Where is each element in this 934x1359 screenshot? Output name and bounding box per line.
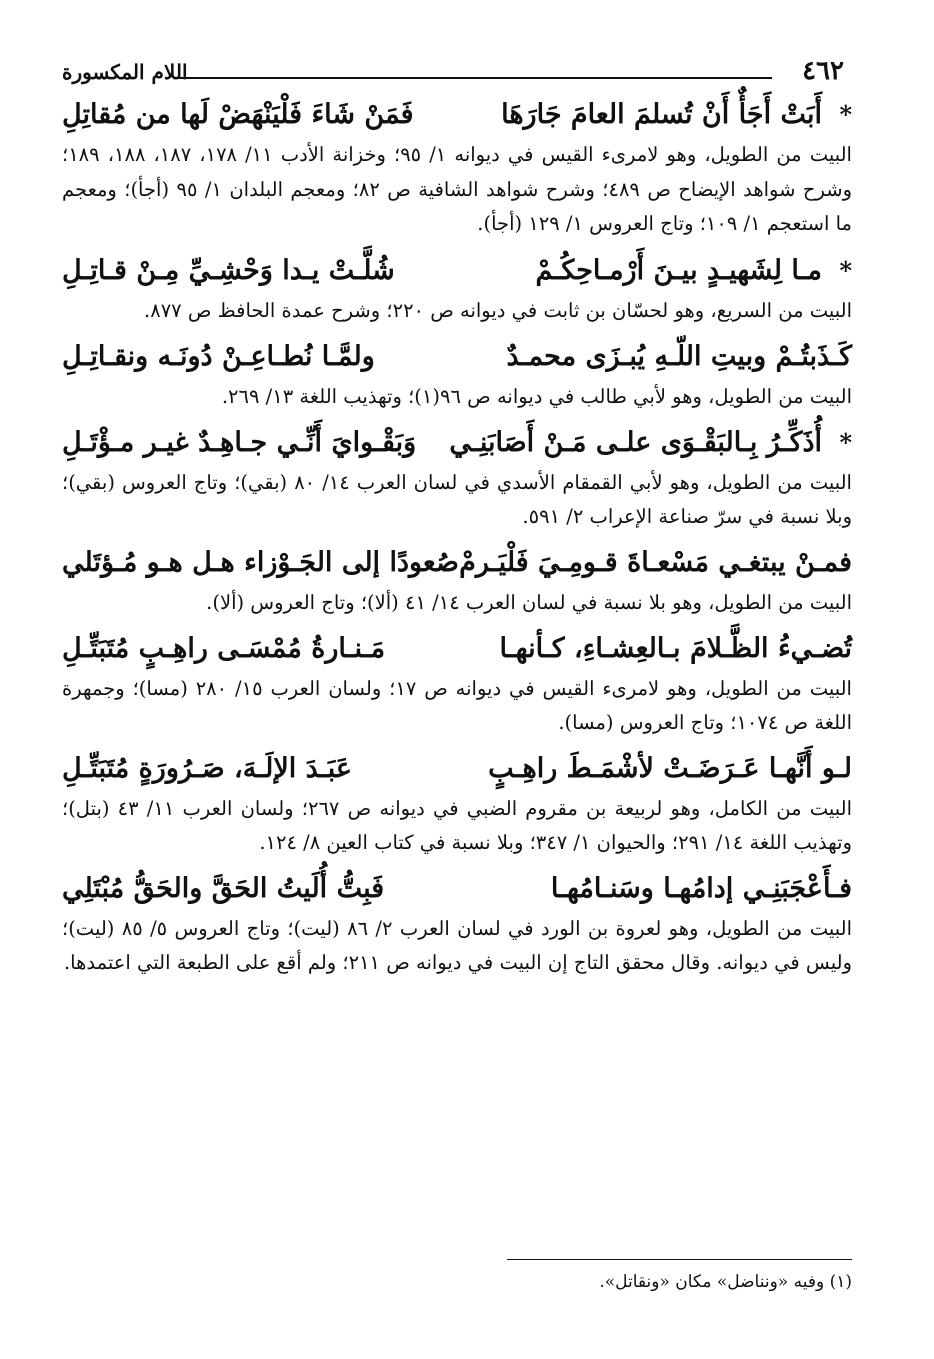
- verse-commentary: البيت من الطويل، وهو لأبي القمقام الأسدي في لسان العرب ١٤/ ٨٠ (بقي)؛ وتاج العروس (بقي)؛ وبلا نسبة في سرّ صناعة الإعراب ٢/ ٥٩١.: [62, 470, 852, 528]
- second-hemistich: صُعودًا إلى الجَـوْزاء هـل هـو مُـؤتَلي: [62, 546, 459, 578]
- first-hemistich: تُضـيءُ الظَّـلامَ بـالعِشـاءِ، كـأنهـا: [499, 632, 852, 664]
- first-hemistich: كَـذَبتُـمْ وبيتِ اللّـهِ يُبـزَى محمـدٌ: [506, 340, 852, 372]
- first-hemistich: فـأَعْجَبَنِـي إدامُهـا وسَنـامُهـا: [550, 872, 852, 904]
- verse-commentary: البيت من السريع، وهو لحسّان بن ثابت في ديوانه ص ٢٢٠؛ وشرح عمدة الحافظ ص ٨٧٧.: [144, 298, 852, 322]
- verse-commentary: البيت من الطويل، وهو لامرىء القيس في ديوانه ١/ ٩٥؛ وخزانة الأدب ١١/ ١٧٨، ١٨٧، ١٨٨، ١٨٩؛ وشرح شواهد الإيضاح ص ٤٨٩؛ وشرح شواهد الشافية ص ٨٢؛ ومعجم البلدان ١/ ٩٥ (أجأ)؛ ومعجم ما استعجم ١/ ١٠٩؛ وتاج العروس ١/ ١٢٩ (أجأ).: [62, 143, 852, 235]
- verse-commentary: البيت من الكامل، وهو لربيعة بن مقروم الضبي في ديوانه ص ٢٦٧؛ ولسان العرب ١١/ ٤٣ (بتل)؛ وتهذيب اللغة ١٤/ ٢٩١؛ والحيوان ١/ ٣٤٧؛ وبلا نسبة في كتاب العين ٨/ ١٢٤.: [62, 796, 852, 854]
- first-hemistich: فمـنْ يبتغـي مَسْعـاةَ قـومِـيَ فَلْيَـرمْ: [459, 546, 852, 578]
- first-hemistich: لـو أَنَّهـا عَـرَضَـتْ لأشْمَـطَ راهِـبٍ: [488, 752, 852, 784]
- book-page: [62, 52, 852, 1332]
- verse-line: [62, 626, 852, 672]
- second-hemistich: ولمَّـا نُطـاعِـنْ دُونَـه ونقـاتِـلِ: [62, 340, 375, 372]
- verse-line: [62, 746, 852, 792]
- verse-entry: [62, 626, 852, 746]
- page-number: ٤٦٢: [802, 56, 844, 86]
- verse-line: [62, 420, 852, 466]
- footnote-rule: [507, 1259, 852, 1260]
- verse-entry: [62, 420, 852, 540]
- first-hemistich: *أُذَكِّـرُ بِـالبَقْـوَى علـى مَـنْ أَصَابَنِـي: [449, 420, 852, 466]
- verse-entry: [62, 746, 852, 866]
- verse-entry: [62, 866, 852, 986]
- running-title: اللام المكسورة: [62, 60, 188, 84]
- verse-commentary: البيت من الطويل، وهو بلا نسبة في لسان العرب ١٤/ ٤١ (ألا)؛ وتاج العروس (ألا).: [206, 590, 852, 614]
- first-hemistich: *مـا لِشَهيـدٍ بيـنَ أَرْمـاحِكُـمْ: [535, 248, 852, 294]
- second-hemistich: مَـنـارةُ مُمْسَـى راهِـبٍ مُتَبَتِّـلِ: [62, 632, 386, 664]
- header-rule: [174, 77, 772, 79]
- verse-entry: [62, 334, 852, 420]
- verse-entry: [62, 248, 852, 334]
- verse-commentary: البيت من الطويل، وهو لعروة بن الورد في لسان العرب ٢/ ٨٦ (ليت)؛ وتاج العروس ٥/ ٨٥ (ليت)؛ وليس في ديوانه. وقال محقق التاج إن البيت في ديوانه ص ٢١١؛ ولم أقع على الطبعة التي اعتمدها.: [62, 916, 852, 974]
- page-header: [62, 52, 852, 92]
- verse-line: [62, 92, 852, 138]
- first-hemistich: *أَبَتْ أَجَأٌ أَنْ تُسلمَ العامَ جَارَهَا: [501, 92, 852, 138]
- verse-line: [62, 334, 852, 380]
- verse-line: [62, 540, 852, 586]
- verse-commentary: البيت من الطويل، وهو لامرىء القيس في ديوانه ص ١٧؛ ولسان العرب ١٥/ ٢٨٠ (مسا)؛ وجمهرة اللغة ص ١٠٧٤؛ وتاج العروس (مسا).: [62, 676, 852, 734]
- footnote: (١) وفيه «ونناضل» مكان «ونقاتل».: [599, 1272, 852, 1292]
- verse-commentary: البيت من الطويل، وهو لأبي طالب في ديوانه ص ٩٦(١)؛ وتهذيب اللغة ١٣/ ٢٦٩.: [221, 384, 852, 408]
- verse-entry: [62, 92, 852, 248]
- second-hemistich: وَبَقْـوايَ أَنِّـي جـاهِـدٌ غيـر مـؤْتَـلِ: [62, 426, 417, 458]
- verse-marker: *: [839, 255, 852, 285]
- verse-line: [62, 248, 852, 294]
- second-hemistich: عَبَـدَ الإلَـهَ، صَـرُورَةٍ مُتَبَتِّـلِ: [62, 752, 352, 784]
- second-hemistich: فَبِتُّ أُلَيتُ الحَقَّ والحَقُّ مُبْتَلِي: [62, 872, 385, 904]
- verse-marker: *: [839, 427, 852, 457]
- verse-entry: [62, 540, 852, 626]
- verse-marker: *: [839, 100, 852, 129]
- verse-line: [62, 866, 852, 912]
- second-hemistich: شُلَّـتْ يـدا وَحْشِـيِّ مِـنْ قـاتِـلِ: [62, 254, 395, 286]
- second-hemistich: فَمَنْ شَاءَ فَلْيَنْهَضْ لَها من مُقاتِلِ: [62, 99, 414, 130]
